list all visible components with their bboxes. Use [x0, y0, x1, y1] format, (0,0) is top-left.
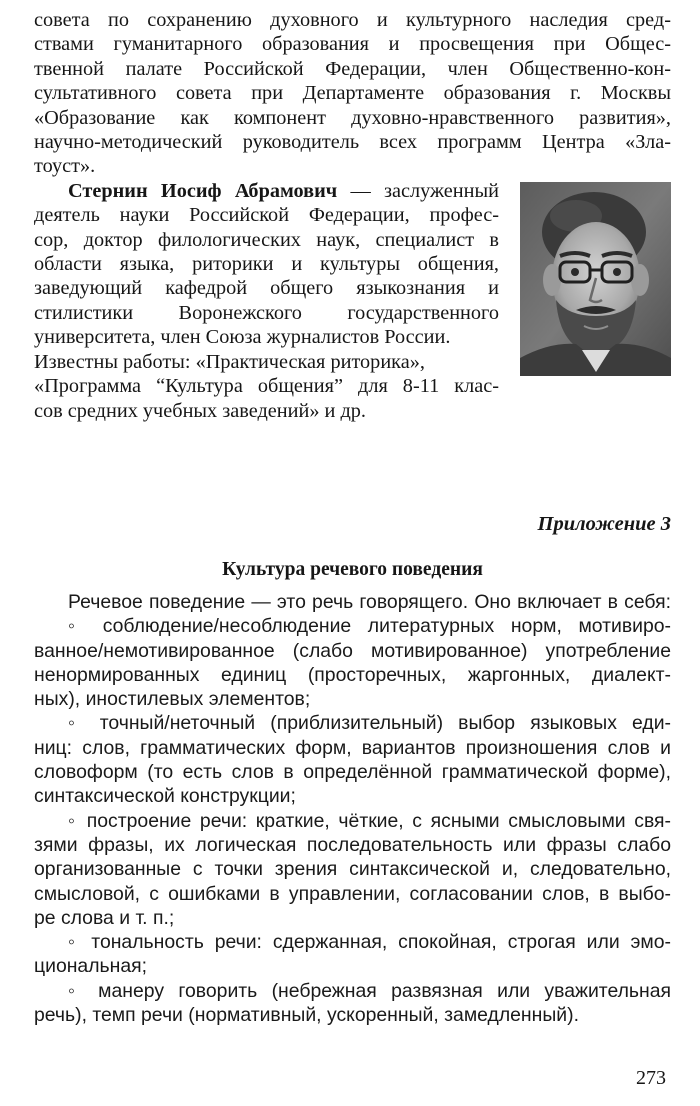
text-line: сор, доктор филологических наук, специалист в [34, 228, 499, 251]
text-line: ниц: слов, грамматических форм, вариантов произношения слов и [34, 736, 671, 759]
bullet-icon: ◦ [68, 615, 87, 638]
text-line: стилистики Воронежского государственного [34, 301, 499, 324]
section-title: Культура речевого поведения [222, 559, 483, 580]
text-span: — заслуженный [337, 179, 499, 202]
page [34, 8, 671, 423]
text-line: зями фразы, их логическая последовательность или фразы слабо [34, 833, 671, 856]
text-line: речь), темп речи (нормативный, ускоренный, замедленный). [34, 1004, 579, 1027]
text-line: области языка, риторики и культуры общения, [34, 253, 499, 276]
bullet-icon: ◦ [68, 979, 84, 1002]
list-item [34, 979, 671, 1028]
author-name: Стернин Иосиф Абрамович [68, 179, 338, 202]
author-bio [34, 179, 671, 423]
bio-first-line [34, 179, 499, 203]
list-item-first-line [34, 979, 671, 1003]
list-item [34, 809, 671, 930]
text-line: ре слова и т. п.; [34, 906, 175, 929]
text-line: сультативного совета при Департаменте образования г. Москвы [34, 82, 671, 105]
bullet-icon: ◦ [68, 931, 81, 954]
text-line: циональная; [34, 955, 148, 978]
author-photo [520, 182, 671, 376]
text-span: соблюдение/несоблюдение литературных норм, мотивиро- [102, 615, 672, 638]
list-item-first-line [34, 614, 671, 638]
page-number: 273 [636, 1067, 666, 1089]
text-line: тоуст». [34, 155, 96, 178]
bullet-icon: ◦ [68, 809, 79, 832]
text-span: точный/неточный (приблизительный) выбор языковых еди- [99, 712, 672, 735]
appendix-label: Приложение 3 [537, 513, 671, 535]
text-line: твенной палате Российской Федерации, член Общественно-кон- [34, 57, 671, 80]
text-line: ненормированных единиц (просторечных, жаргонных, диалект- [34, 663, 671, 686]
bio-text [34, 179, 499, 423]
top-paragraph [34, 8, 671, 179]
text-span: построение речи: краткие, чёткие, с ясными смысловыми свя- [86, 809, 672, 832]
section-body [34, 590, 671, 1027]
portrait-image [520, 182, 671, 376]
text-line: «Программа “Культура общения” для 8-11 клас- [34, 375, 499, 398]
text-line: синтаксической конструкции; [34, 785, 296, 808]
text-line: ствами гуманитарного образования и просвещения при Общес- [34, 33, 671, 56]
text-line: научно-методический руководитель всех программ Центра «Зла- [34, 131, 671, 154]
text-line: ных), иностилевых элементов; [34, 688, 311, 711]
text-line: заведующий кафедрой общего языкознания и [34, 277, 499, 300]
text-line: организованные с точки зрения синтаксической и, следовательно, [34, 858, 671, 881]
text-line: словоформ (то есть слов в определённой грамматической форме), [34, 761, 671, 784]
text-span: манеру говорить (небрежная развязная или уважительная [98, 979, 672, 1002]
text-line: ванное/немотивированное (слабо мотивированное) употребление [34, 639, 671, 662]
text-span: тональность речи: сдержанная, спокойная, строгая или эмо- [91, 931, 672, 954]
text-line: сов средних учебных заведений» и др. [34, 399, 367, 422]
text-line: Известны работы: «Практическая риторика», [34, 350, 425, 373]
text-line: совета по сохранению духовного и культурного наследия сред- [34, 9, 671, 31]
list-item [34, 930, 671, 979]
bullet-icon: ◦ [68, 712, 85, 735]
list-item [34, 711, 671, 808]
list-item-first-line [34, 930, 671, 954]
list-item-first-line [34, 711, 671, 735]
text-line: деятель науки Российской Федерации, профес- [34, 204, 499, 227]
intro-line: Речевое поведение — это речь говорящего. Оно включает в себя: [68, 591, 671, 613]
list-item-first-line [34, 809, 671, 833]
text-line: «Образование как компонент духовно-нравственного развития», [34, 106, 671, 129]
text-line: смысловой, с ошибками в управлении, согласовании слов, в выбо- [34, 882, 671, 905]
text-line: университета, член Союза журналистов России. [34, 326, 451, 349]
list-item [34, 614, 671, 711]
